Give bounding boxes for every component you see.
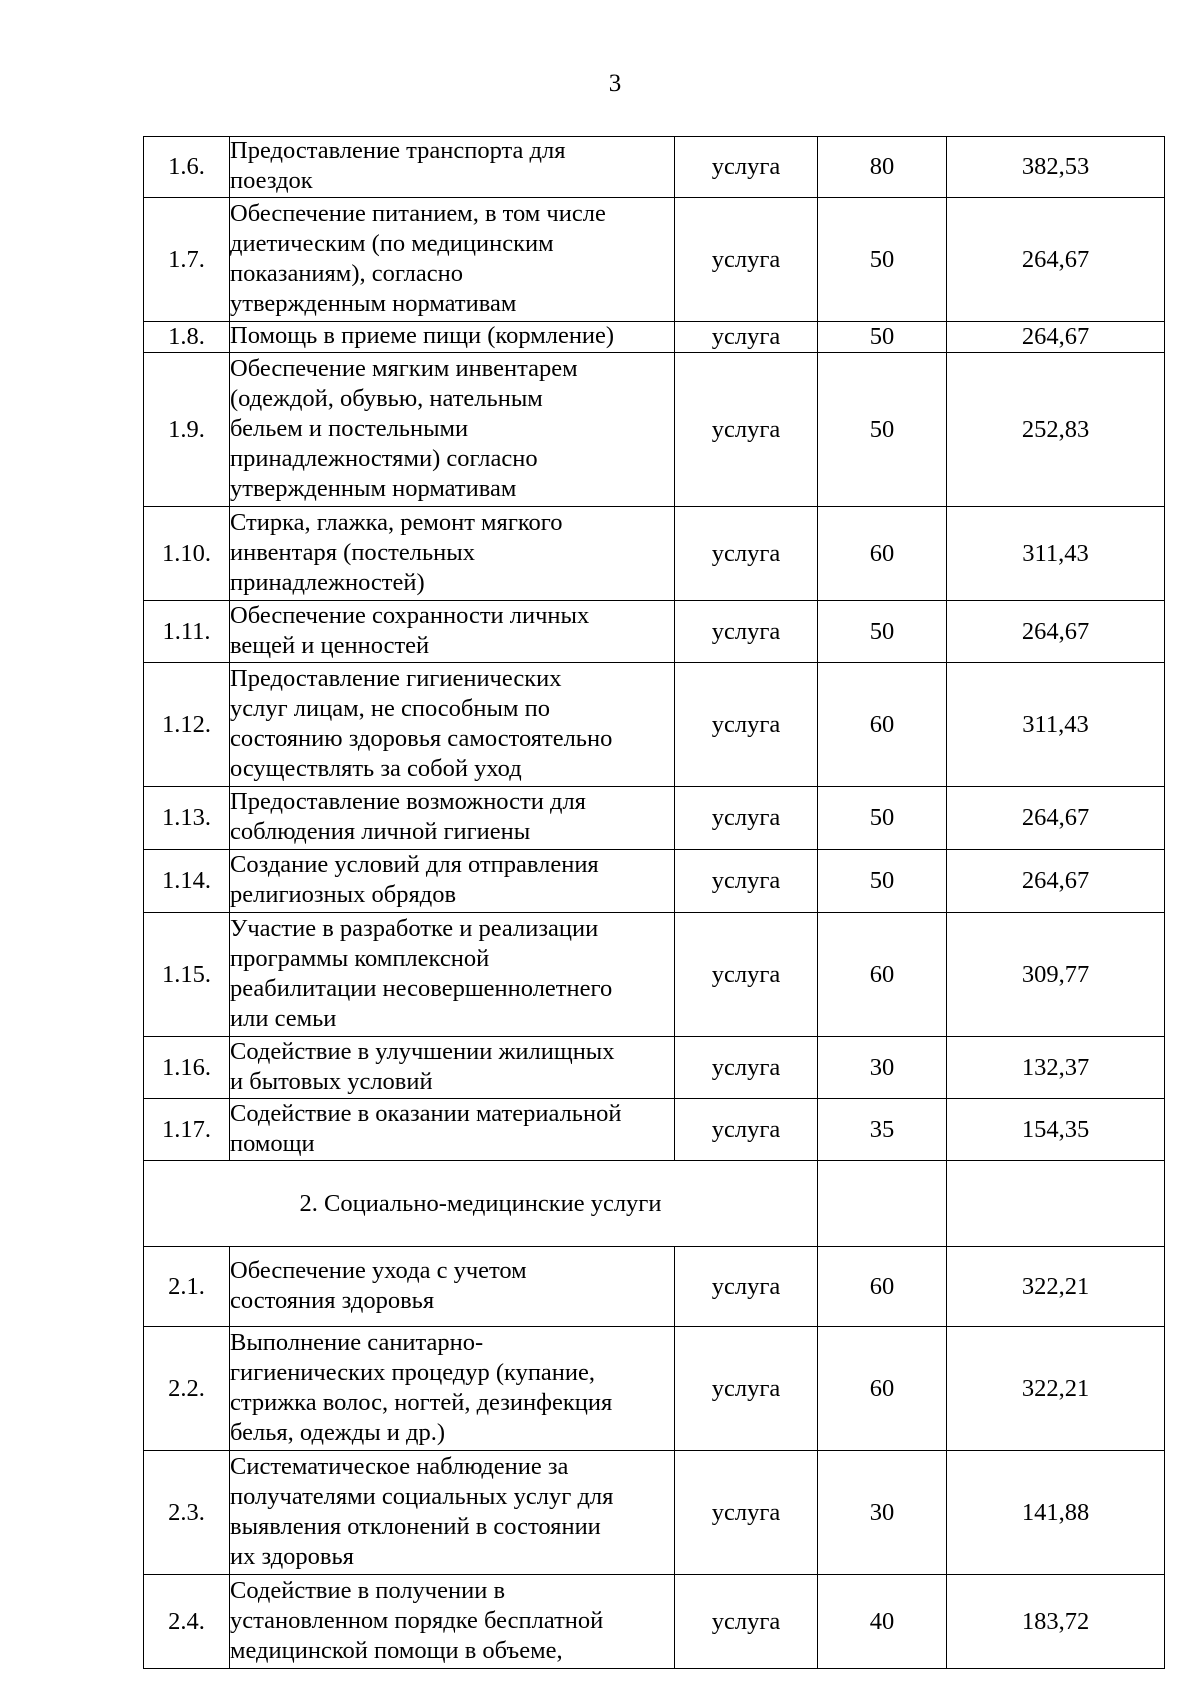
- item-number: 1.13.: [162, 804, 211, 831]
- service-name: Обеспечение питанием, в том числе диетическим (по медицинским показаниям), согласно утвержденным нормативам: [230, 199, 606, 317]
- item-number: 1.12.: [162, 710, 211, 738]
- price-cell: [947, 1575, 1165, 1669]
- price-cell: [947, 601, 1165, 663]
- section-empty-cell: [947, 1161, 1165, 1247]
- unit-of-measure-cell: [675, 601, 818, 663]
- unit-of-measure: услуга: [711, 960, 781, 988]
- item-number: 1.7.: [168, 245, 205, 273]
- price-cell: [947, 787, 1165, 850]
- item-number-cell: [144, 850, 230, 913]
- unit-of-measure-cell: [675, 1327, 818, 1451]
- section-2-header: [144, 1161, 1165, 1247]
- price: 264,67: [1021, 617, 1090, 645]
- unit-of-measure: услуга: [711, 1607, 781, 1635]
- service-name: Участие в разработке и реализации программы комплексной реабилитации несовершеннолетнего или семьи: [230, 914, 613, 1032]
- price-cell: [947, 1247, 1165, 1327]
- quantity: 50: [869, 867, 895, 894]
- item-number: 1.16.: [162, 1053, 211, 1081]
- item-number: 1.10.: [162, 539, 211, 567]
- price-cell: [947, 137, 1165, 198]
- item-number: 1.14.: [162, 867, 211, 894]
- price-cell: [947, 198, 1165, 322]
- service-name-cell: [230, 1327, 675, 1451]
- price: 311,43: [1022, 710, 1089, 738]
- price-cell: [947, 850, 1165, 913]
- quantity-cell: [818, 1247, 947, 1327]
- quantity: 50: [869, 617, 895, 645]
- service-name-cell: [230, 1037, 675, 1099]
- service-name-cell: [230, 353, 675, 507]
- service-name-cell: [230, 1247, 675, 1327]
- unit-of-measure-cell: [675, 1037, 818, 1099]
- price-cell: [947, 1327, 1165, 1451]
- service-name-cell: [230, 1099, 675, 1161]
- unit-of-measure-cell: [675, 913, 818, 1037]
- quantity-cell: [818, 601, 947, 663]
- unit-of-measure-cell: [675, 507, 818, 601]
- quantity: 60: [869, 710, 895, 738]
- table-row: [144, 507, 1165, 601]
- table-row: [144, 663, 1165, 787]
- unit-of-measure-cell: [675, 1099, 818, 1161]
- price-cell: [947, 1037, 1165, 1099]
- section-empty-cell: [818, 1161, 947, 1247]
- table-row: [144, 1327, 1165, 1451]
- price: 322,21: [1021, 1374, 1090, 1402]
- quantity-cell: [818, 507, 947, 601]
- quantity-cell: [818, 1099, 947, 1161]
- quantity-cell: [818, 198, 947, 322]
- quantity-cell: [818, 353, 947, 507]
- table-body-part1: [144, 137, 1165, 1161]
- price-cell: [947, 353, 1165, 507]
- unit-of-measure: услуга: [711, 323, 781, 350]
- table-row: [144, 1099, 1165, 1161]
- service-name-cell: [230, 850, 675, 913]
- quantity-cell: [818, 137, 947, 198]
- item-number-cell: [144, 198, 230, 322]
- quantity: 40: [869, 1607, 895, 1635]
- item-number: 1.17.: [162, 1115, 211, 1143]
- service-name-cell: [230, 913, 675, 1037]
- services-table: [143, 136, 1165, 1669]
- price: 264,67: [1021, 804, 1090, 831]
- quantity-cell: [818, 1451, 947, 1575]
- item-number-cell: [144, 1037, 230, 1099]
- price-cell: [947, 507, 1165, 601]
- unit-of-measure: услуга: [711, 1272, 781, 1300]
- quantity: 60: [869, 1374, 895, 1402]
- quantity: 80: [869, 153, 895, 180]
- price: 132,37: [1021, 1053, 1090, 1081]
- price: 264,67: [1021, 245, 1090, 273]
- item-number: 2.2.: [168, 1374, 205, 1402]
- item-number: 1.11.: [162, 617, 211, 645]
- service-name: Помощь в приеме пищи (кормление): [230, 322, 615, 349]
- service-name-cell: [230, 507, 675, 601]
- unit-of-measure-cell: [675, 322, 818, 353]
- service-name: Обеспечение ухода с учетом состояния здоровья: [230, 1256, 527, 1314]
- unit-of-measure: услуга: [711, 617, 781, 645]
- service-name-cell: [230, 137, 675, 198]
- item-number-cell: [144, 1451, 230, 1575]
- quantity: 50: [869, 323, 895, 350]
- item-number-cell: [144, 1575, 230, 1669]
- item-number-cell: [144, 1247, 230, 1327]
- item-number: 1.6.: [168, 153, 205, 180]
- price: 183,72: [1021, 1607, 1090, 1635]
- table-row: [144, 1451, 1165, 1575]
- service-name: Стирка, глажка, ремонт мягкого инвентаря (постельных принадлежностей): [230, 508, 563, 596]
- service-name-cell: [230, 787, 675, 850]
- service-name: Выполнение санитарно- гигиенических процедур (купание, стрижка волос, ногтей, дезинфекция белья, одежды и др.): [230, 1328, 613, 1446]
- unit-of-measure: услуга: [711, 539, 781, 567]
- service-name: Систематическое наблюдение за получателями социальных услуг для выявления отклонений в состоянии их здоровья: [230, 1452, 614, 1570]
- service-name: Предоставление транспорта для поездок: [230, 137, 566, 194]
- service-name: Содействие в улучшении жилищных и бытовых условий: [230, 1037, 615, 1095]
- quantity: 60: [869, 960, 895, 988]
- service-name: Предоставление возможности для соблюдения личной гигиены: [230, 788, 586, 845]
- quantity-cell: [818, 787, 947, 850]
- quantity-cell: [818, 1327, 947, 1451]
- service-name-cell: [230, 663, 675, 787]
- unit-of-measure: услуга: [711, 245, 781, 273]
- item-number: 1.9.: [168, 415, 205, 443]
- quantity: 35: [869, 1115, 895, 1143]
- item-number-cell: [144, 507, 230, 601]
- table-row: [144, 137, 1165, 198]
- price: 311,43: [1022, 539, 1089, 567]
- price: 264,67: [1021, 323, 1090, 350]
- quantity-cell: [818, 1575, 947, 1669]
- unit-of-measure-cell: [675, 850, 818, 913]
- table-row: [144, 1247, 1165, 1327]
- quantity: 50: [869, 245, 895, 273]
- item-number-cell: [144, 322, 230, 353]
- table-body-part2: [144, 1247, 1165, 1669]
- unit-of-measure: услуга: [711, 867, 781, 894]
- page-number: 3: [608, 70, 622, 97]
- unit-of-measure: услуга: [711, 1115, 781, 1143]
- service-name-cell: [230, 1575, 675, 1669]
- price: 154,35: [1021, 1115, 1090, 1143]
- price: 382,53: [1021, 153, 1090, 180]
- quantity: 30: [869, 1498, 895, 1526]
- price-cell: [947, 663, 1165, 787]
- item-number-cell: [144, 1327, 230, 1451]
- unit-of-measure: услуга: [711, 1053, 781, 1081]
- unit-of-measure: услуга: [711, 804, 781, 831]
- price-cell: [947, 1099, 1165, 1161]
- price: 252,83: [1021, 415, 1090, 443]
- unit-of-measure-cell: [675, 663, 818, 787]
- service-name: Предоставление гигиенических услуг лицам, не способным по состоянию здоровья самостоятельно осуществлять за собой уход: [230, 664, 613, 782]
- price: 309,77: [1021, 960, 1090, 988]
- unit-of-measure-cell: [675, 1247, 818, 1327]
- price-cell: [947, 322, 1165, 353]
- item-number-cell: [144, 1099, 230, 1161]
- table-row: [144, 850, 1165, 913]
- service-name: Содействие в оказании материальной помощи: [230, 1099, 622, 1157]
- quantity-cell: [818, 850, 947, 913]
- service-name: Обеспечение сохранности личных вещей и ценностей: [230, 601, 590, 659]
- service-name: Содействие в получении в установленном порядке бесплатной медицинской помощи в объеме,: [230, 1576, 604, 1664]
- unit-of-measure-cell: [675, 1451, 818, 1575]
- service-name-cell: [230, 322, 675, 353]
- unit-of-measure: услуга: [711, 710, 781, 738]
- service-name-cell: [230, 601, 675, 663]
- unit-of-measure-cell: [675, 787, 818, 850]
- unit-of-measure: услуга: [711, 1498, 781, 1526]
- service-name-cell: [230, 198, 675, 322]
- service-name: Создание условий для отправления религиозных обрядов: [230, 851, 599, 908]
- item-number-cell: [144, 787, 230, 850]
- table-row: [144, 601, 1165, 663]
- price-cell: [947, 913, 1165, 1037]
- item-number-cell: [144, 913, 230, 1037]
- unit-of-measure: услуга: [711, 1374, 781, 1402]
- unit-of-measure: услуга: [711, 415, 781, 443]
- item-number-cell: [144, 137, 230, 198]
- item-number: 1.15.: [162, 960, 211, 988]
- unit-of-measure-cell: [675, 353, 818, 507]
- quantity-cell: [818, 322, 947, 353]
- unit-of-measure-cell: [675, 198, 818, 322]
- table-row: [144, 1037, 1165, 1099]
- section-title: 2. Социально-медицинские услуги: [144, 1161, 818, 1247]
- price: 141,88: [1021, 1498, 1090, 1526]
- quantity: 50: [869, 804, 895, 831]
- service-name-cell: [230, 1451, 675, 1575]
- price: 322,21: [1021, 1272, 1090, 1300]
- quantity: 50: [869, 415, 895, 443]
- table-row: [144, 353, 1165, 507]
- table-row: [144, 787, 1165, 850]
- table-row: [144, 913, 1165, 1037]
- item-number-cell: [144, 353, 230, 507]
- price: 264,67: [1021, 867, 1090, 894]
- item-number: 1.8.: [168, 323, 205, 350]
- unit-of-measure-cell: [675, 137, 818, 198]
- item-number: 2.4.: [168, 1607, 205, 1635]
- quantity-cell: [818, 663, 947, 787]
- table-row: [144, 1575, 1165, 1669]
- quantity-cell: [818, 1037, 947, 1099]
- item-number: 2.3.: [168, 1498, 205, 1526]
- table-row: [144, 322, 1165, 353]
- unit-of-measure: услуга: [711, 153, 781, 180]
- quantity: 60: [869, 539, 895, 567]
- quantity: 30: [869, 1053, 895, 1081]
- quantity: 60: [869, 1272, 895, 1300]
- item-number: 2.1.: [168, 1272, 205, 1300]
- unit-of-measure-cell: [675, 1575, 818, 1669]
- quantity-cell: [818, 913, 947, 1037]
- item-number-cell: [144, 663, 230, 787]
- service-name: Обеспечение мягким инвентарем (одеждой, обувью, нательным бельем и постельными принадлежностями) согласно утвержденным нормативам: [230, 354, 578, 502]
- item-number-cell: [144, 601, 230, 663]
- price-cell: [947, 1451, 1165, 1575]
- table-row: [144, 198, 1165, 322]
